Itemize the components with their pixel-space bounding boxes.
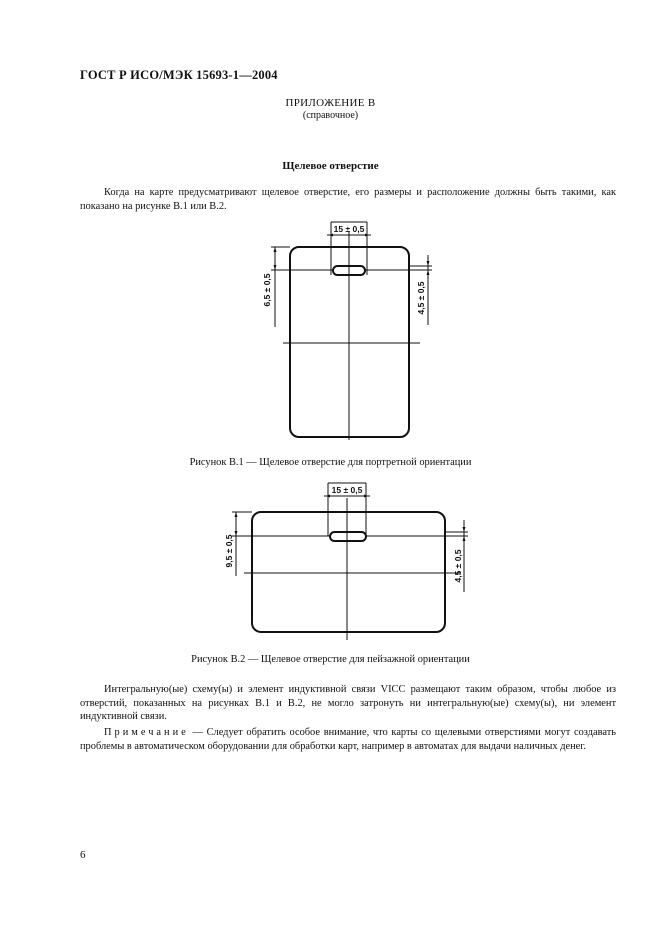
figure-b1-dim-left: 6,5 ± 0,5 <box>262 273 272 307</box>
figure-b2-dim-left: 9,5 ± 0,5 <box>224 534 234 568</box>
figure-b2-slot <box>330 532 366 541</box>
annex-title: ПРИЛОЖЕНИЕ В <box>285 97 376 109</box>
body-paragraph-text: Интегральную(ые) схему(ы) и элемент индуктивной связи VICC размещают таким образом, чтобы любое из отверстий, показанных на рисунках В.1 и В.2, не могло затронуть ни интегральную(ые) схему(ы), ни элемент индуктивной связи. <box>80 684 616 722</box>
body-paragraph <box>80 683 616 724</box>
section-title: Щелевое отверстие <box>282 160 379 172</box>
intro-paragraph-text: Когда на карте предусматривают щелевое отверстие, его размеры и расположение должны быть такими, как показано на рисунке В.1 или В.2. <box>80 187 616 212</box>
standard-code-header: ГОСТ Р ИСО/МЭК 15693-1—2004 <box>80 68 278 82</box>
figure-b2-dim-width: 15 ± 0,5 <box>331 485 363 495</box>
note-paragraph <box>80 726 616 753</box>
figure-b1-caption: Рисунок В.1 — Щелевое отверстие для портретной ориентации <box>189 457 472 468</box>
figure-b1-dim-right: 4,5 ± 0,5 <box>416 281 426 315</box>
note-text: — Следует обратить особое внимание, что карты со щелевыми отверстиями могут создавать проблемы в автоматическом оборудовании для обработки карт, например в автоматах для выдачи наличных денег. <box>80 727 616 752</box>
note-label: Примечание <box>104 727 189 738</box>
figure-b1-dim-width: 15 ± 0,5 <box>333 224 365 234</box>
page-number: 6 <box>80 849 86 861</box>
figure-b2-caption: Рисунок В.2 — Щелевое отверстие для пейзажной ориентации <box>191 654 470 665</box>
figure-b2-card-outline <box>252 512 445 632</box>
figure-b2-dim-right: 4,5 ± 0,5 <box>453 549 463 583</box>
annex-subtitle: (справочное) <box>302 110 359 121</box>
